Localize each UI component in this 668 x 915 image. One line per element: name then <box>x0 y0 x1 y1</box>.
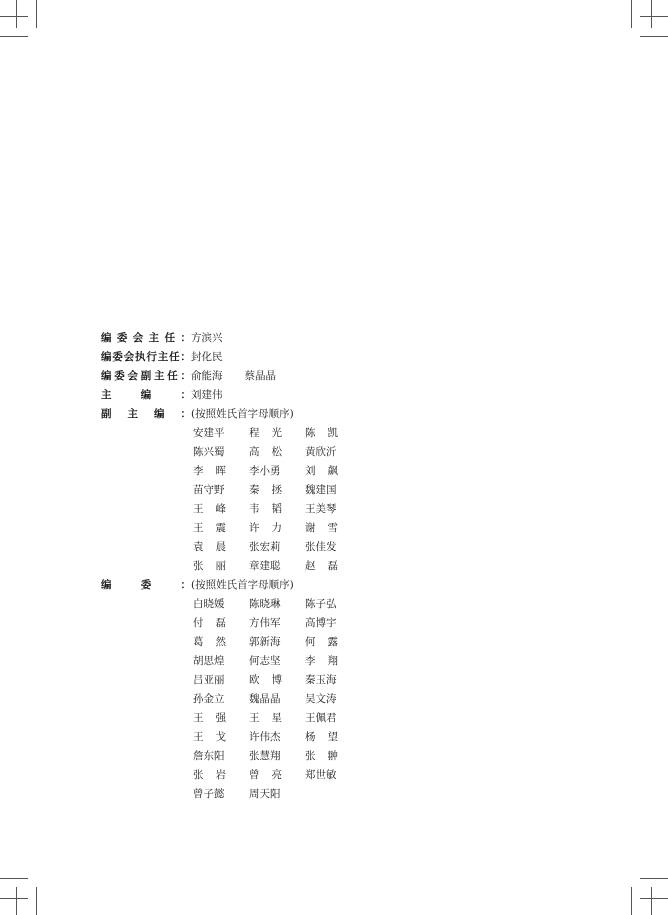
member-name: 陈兴蜀 <box>193 446 225 458</box>
member-name: 葛 然 <box>193 636 226 648</box>
label-char: 主 <box>154 370 165 382</box>
editorial-board-grid <box>193 595 361 804</box>
deputy-editors-row <box>101 405 361 424</box>
member-name: 谢 雪 <box>305 522 338 534</box>
member-name: 郭新海 <box>249 636 281 648</box>
member-name: 章建聪 <box>249 560 281 572</box>
member-name: 詹东阳 <box>193 750 225 762</box>
member-name: 王佩君 <box>305 712 337 724</box>
deputy-director-name: 俞能海 <box>191 370 223 382</box>
member-name: 许伟杰 <box>249 731 281 743</box>
member-name: 苗守野 <box>193 484 225 496</box>
chief-editor-label <box>101 386 191 405</box>
label-char: 副 <box>140 370 152 382</box>
label-char: ： <box>180 370 191 382</box>
member-name: 张 翀 <box>305 750 338 762</box>
member-name: 付 磊 <box>193 617 226 629</box>
member-name: 李小勇 <box>249 465 281 477</box>
chief-editor-name: 刘建伟 <box>191 389 223 401</box>
member-name: 孙金立 <box>193 693 225 705</box>
name-row <box>193 519 361 538</box>
name-row <box>193 747 361 766</box>
member-name: 程 光 <box>249 427 282 439</box>
member-name: 许 力 <box>249 522 282 534</box>
label-char: 编 <box>101 351 112 363</box>
member-name: 张 岩 <box>193 769 226 781</box>
label-char: 委 <box>114 370 125 382</box>
member-name: 胡思煌 <box>193 655 225 667</box>
label-char: 编 <box>154 408 165 420</box>
member-name: 白晓媛 <box>193 598 225 610</box>
label-char: 主 <box>157 351 169 363</box>
member-name: 袁 晨 <box>193 541 226 553</box>
member-name: 李 翔 <box>305 655 338 667</box>
member-name: 杨 望 <box>305 731 338 743</box>
deputy-editors-note: (按照姓氏首字母顺序) <box>191 408 294 420</box>
label-char: ： <box>180 579 191 591</box>
name-row <box>193 500 361 519</box>
name-row <box>193 538 361 557</box>
deputy-director-name: 蔡晶晶 <box>244 370 276 382</box>
deputy-director-label <box>101 367 191 386</box>
label-char: 任 <box>167 370 178 382</box>
member-name: 高博宇 <box>305 617 337 629</box>
member-name: 曾 亮 <box>249 769 282 781</box>
member-name: 王 星 <box>249 712 282 724</box>
member-name: 高 松 <box>249 446 282 458</box>
chief-director-name: 方滨兴 <box>191 332 223 344</box>
member-name: 陈子弘 <box>305 598 337 610</box>
member-name: 周天阳 <box>249 788 281 800</box>
member-name: 安建平 <box>193 427 225 439</box>
label-char: 任 <box>164 332 176 344</box>
label-char: 会 <box>123 351 135 363</box>
member-name: 韦 韬 <box>249 503 282 515</box>
name-row <box>193 652 361 671</box>
member-name: 王 戈 <box>193 731 226 743</box>
label-char: 编 <box>101 370 112 382</box>
member-name: 张 丽 <box>193 560 226 572</box>
name-row <box>193 690 361 709</box>
label-char: 编 <box>101 332 112 344</box>
label-char: 主 <box>127 408 138 420</box>
name-row <box>193 424 361 443</box>
member-name: 李 晖 <box>193 465 226 477</box>
member-name: 黄欣沂 <box>305 446 337 458</box>
deputy-editors-grid <box>193 424 361 576</box>
member-name: 何 露 <box>305 636 338 648</box>
member-name: 刘 飙 <box>305 465 338 477</box>
editorial-committee-list <box>101 329 361 804</box>
member-name: 赵 磊 <box>305 560 338 572</box>
label-char: 主 <box>101 389 112 401</box>
name-row <box>193 614 361 633</box>
name-row <box>193 557 361 576</box>
deputy-director-row <box>101 367 361 386</box>
member-name: 张佳发 <box>305 541 337 553</box>
name-row <box>193 633 361 652</box>
exec-director-row <box>101 348 361 367</box>
member-name: 郑世敏 <box>305 769 337 781</box>
member-name: 王 震 <box>193 522 226 534</box>
editorial-board-label <box>101 576 191 595</box>
member-name: 吕亚丽 <box>193 674 225 686</box>
editorial-board-row <box>101 576 361 595</box>
name-row <box>193 766 361 785</box>
member-name: 陈 凯 <box>305 427 338 439</box>
chief-director-row <box>101 329 361 348</box>
label-char: ： <box>180 351 191 363</box>
chief-director-label <box>101 329 191 348</box>
name-row <box>193 595 361 614</box>
label-char: ： <box>180 389 191 401</box>
label-char: 主 <box>148 332 160 344</box>
member-name: 王美琴 <box>305 503 337 515</box>
exec-director-label <box>101 348 191 367</box>
member-name: 王 强 <box>193 712 226 724</box>
label-char: 行 <box>146 351 157 363</box>
chief-editor-row <box>101 386 361 405</box>
member-name: 张宏莉 <box>249 541 281 553</box>
name-row <box>193 481 361 500</box>
editorial-board-note: (按照姓氏首字母顺序) <box>191 579 294 591</box>
member-name: 秦玉海 <box>305 674 337 686</box>
name-row <box>193 443 361 462</box>
label-char: 委 <box>140 579 152 591</box>
member-name: 王 峰 <box>193 503 226 515</box>
label-char: 会 <box>127 370 138 382</box>
label-char: ： <box>180 332 191 344</box>
member-name: 吴文涛 <box>305 693 337 705</box>
deputy-editors-label <box>101 405 191 424</box>
label-char: 副 <box>101 408 112 420</box>
label-char: 编 <box>101 579 112 591</box>
member-name: 秦 拯 <box>249 484 282 496</box>
member-name: 方伟军 <box>249 617 281 629</box>
member-name: 曾子懿 <box>193 788 225 800</box>
label-char: 会 <box>132 332 144 344</box>
name-row <box>193 785 361 804</box>
name-row <box>193 462 361 481</box>
label-char: ： <box>180 408 191 420</box>
label-char: 委 <box>112 351 123 363</box>
member-name: 何志坚 <box>249 655 281 667</box>
label-char: 执 <box>135 351 146 363</box>
member-name: 魏建国 <box>305 484 337 496</box>
exec-director-name: 封化民 <box>191 351 223 363</box>
label-char: 任 <box>169 351 180 363</box>
label-char: 编 <box>140 389 152 401</box>
name-row <box>193 728 361 747</box>
member-name: 欧 博 <box>249 674 282 686</box>
deputy-director-names <box>191 367 276 386</box>
member-name: 魏晶晶 <box>249 693 281 705</box>
name-row <box>193 671 361 690</box>
label-char: 委 <box>116 332 128 344</box>
name-row <box>193 709 361 728</box>
member-name: 张慧翔 <box>249 750 281 762</box>
member-name: 陈晓琳 <box>249 598 281 610</box>
